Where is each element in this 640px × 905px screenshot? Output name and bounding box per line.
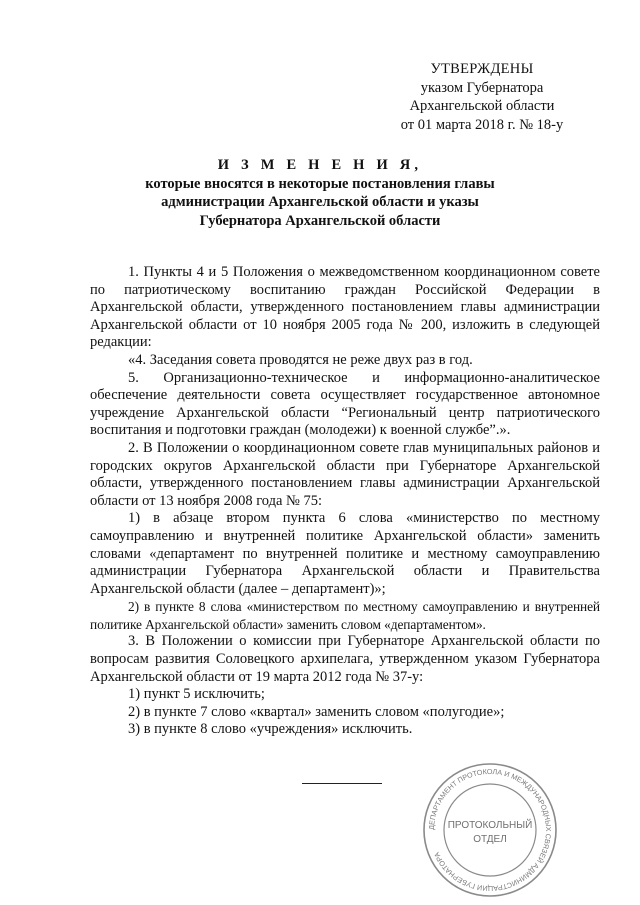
document-heading bbox=[90, 156, 550, 230]
approval-line: указом Губернатора bbox=[420, 79, 544, 96]
paragraph: 1. Пункты 4 и 5 Положения о межведомственном координационном совете по патриотическому воспитанию граждан Российской Федерации в Архангельской области, утвержденного постановлением главы администрации Архангельской области от 10 ноября 2005 года № 200, изложить в следующей редакции: bbox=[90, 264, 600, 351]
paragraph: 1) пункт 5 исключить; bbox=[128, 686, 265, 703]
official-stamp bbox=[420, 760, 560, 900]
paragraph: 5. Организационно-техническое и информационно-аналитическое обеспечение деятельности совета осуществляет государственное автономное учреждение Архангельской области “Региональный центр патриотического воспитания и подготовки граждан (молодежи) к военной службе”.». bbox=[90, 369, 600, 439]
stamp-center-line2: ОТДЕЛ bbox=[473, 834, 507, 845]
paragraph: 2. В Положении о координационном совете глав муниципальных районов и городских округов Архангельской области при Губернаторе Архангельской области, утвержденного постановлением главы администрации Архангельской области от 13 ноября 2008 года № 75: bbox=[90, 439, 600, 509]
paragraph: 1) в абзаце втором пункта 6 слова «министерство по местному самоуправлению и внутренней политике Архангельской области» заменить словами «департамент по внутренней политике и местному самоуправлению администрации Губернатора Архангельской области и Правительства Архангельской области (далее – департамент)»; bbox=[90, 510, 600, 597]
paragraph: 2) в пункте 7 слово «квартал» заменить словом «полугодие»; bbox=[128, 703, 505, 720]
stamp-ring-textpath: ДЕПАРТАМЕНТ ПРОТОКОЛА И МЕЖДУНАРОДНЫХ СВЯЗЕЙ АДМИНИСТРАЦИИ ГУБЕРНАТОРА bbox=[426, 766, 554, 894]
approval-date: от 01 марта 2018 г. № 18-у bbox=[400, 116, 564, 133]
document-title: И З М Е Н Е Н И Я, bbox=[217, 157, 423, 173]
approval-title: УТВЕРЖДЕНЫ bbox=[430, 61, 534, 77]
paragraph: «4. Заседания совета проводятся не реже двух раз в год. bbox=[128, 351, 473, 368]
approval-block bbox=[360, 60, 604, 134]
signature-line bbox=[302, 783, 382, 784]
document-subtitle: которые вносятся в некоторые постановления главы bbox=[145, 175, 495, 192]
document-subtitle: администрации Архангельской области и указы bbox=[161, 194, 479, 210]
paragraph: 3. В Положении о комиссии при Губернаторе Архангельской области по вопросам развития Соловецкого архипелага, утвержденном указом Губернатора Архангельской области от 19 марта 2012 года № 37-у: bbox=[90, 633, 600, 685]
document-subtitle: Губернатора Архангельской области bbox=[199, 212, 441, 229]
approval-line: Архангельской области bbox=[409, 98, 555, 114]
document-body bbox=[90, 264, 600, 739]
paragraph: 3) в пункте 8 слово «учреждения» исключить. bbox=[128, 721, 413, 738]
paragraph: 2) в пункте 8 слова «министерством по местному самоуправлению и внутренней политике Архангельской области» заменить словом «департаментом». bbox=[90, 599, 600, 632]
stamp-center-line1: ПРОТОКОЛЬНЫЙ bbox=[447, 820, 533, 831]
